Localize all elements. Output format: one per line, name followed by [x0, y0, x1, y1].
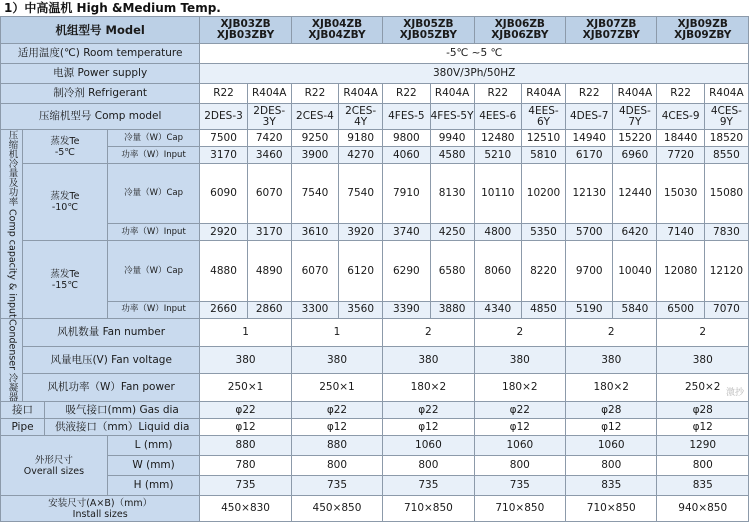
- refrigerant-cell: R404A: [521, 84, 565, 104]
- evap-5-input-row: [1, 147, 749, 164]
- refrigerant-cell: R404A: [613, 84, 657, 104]
- size-h-cell: 735: [474, 476, 565, 496]
- cap-cell: 12120: [704, 241, 748, 301]
- cap-cell: 9700: [566, 241, 613, 301]
- cap-cell: 14940: [566, 130, 613, 147]
- input-cell: 4850: [521, 301, 565, 318]
- cap-cell: 9180: [339, 130, 383, 147]
- cap-cell: 4880: [200, 241, 247, 301]
- input-cell: 2860: [247, 301, 291, 318]
- comp-model-cell: 4DES-7: [566, 104, 613, 130]
- cap-cell: 6290: [383, 241, 430, 301]
- input-cell: 4060: [383, 147, 430, 164]
- cap-cell: 15030: [657, 164, 704, 224]
- input-cell: 3610: [291, 224, 338, 241]
- input-cell: 6420: [613, 224, 657, 241]
- size-h-cell: 735: [200, 476, 291, 496]
- cap-cell: 8220: [521, 241, 565, 301]
- fan-power-label: 风机功率（W）Fan power: [23, 374, 200, 402]
- input-cell: 7140: [657, 224, 704, 241]
- comp-model-cell: 2DES-3Y: [247, 104, 291, 130]
- cap-cell: 18440: [657, 130, 704, 147]
- fan-voltage-cell: 380: [566, 346, 657, 374]
- comp-model-cell: 4CES-9Y: [704, 104, 748, 130]
- install-sizes-row: [1, 496, 749, 522]
- cap-label: 冷量（W）Cap: [107, 241, 200, 301]
- gas-dia-cell: φ28: [657, 402, 749, 419]
- fan-number-cell: 2: [566, 318, 657, 346]
- comp-model-row: [1, 104, 749, 130]
- fan-number-cell: 1: [291, 318, 382, 346]
- refrigerant-cell: R404A: [704, 84, 748, 104]
- model-cell: XJB03ZB XJB03ZBY: [200, 17, 291, 44]
- input-label: 功率（W）Input: [107, 224, 200, 241]
- size-l-row: [1, 436, 749, 456]
- input-cell: 3900: [291, 147, 338, 164]
- cap-cell: 6120: [339, 241, 383, 301]
- liquid-dia-row: [1, 419, 749, 436]
- h-label: H (mm): [107, 476, 200, 496]
- input-label: 功率（W）Input: [107, 147, 200, 164]
- cap-cell: 8130: [430, 164, 474, 224]
- power-supply-row: [1, 64, 749, 84]
- cap-cell: 12440: [613, 164, 657, 224]
- size-l-cell: 1060: [474, 436, 565, 456]
- model-cell: XJB06ZB XJB06ZBY: [474, 17, 565, 44]
- size-w-cell: 800: [657, 456, 749, 476]
- pipe-label-cn: 接口: [1, 402, 45, 419]
- evap-15-cap-row: [1, 241, 749, 301]
- fan-power-cell: 250×1: [200, 374, 291, 402]
- cap-cell: 7540: [291, 164, 338, 224]
- evap-temp-label: 蒸发Te -5℃: [23, 130, 108, 164]
- comp-model-cell: 4FES-5: [383, 104, 430, 130]
- input-cell: 5190: [566, 301, 613, 318]
- liquid-dia-cell: φ12: [657, 419, 749, 436]
- liquid-dia-cell: φ12: [383, 419, 474, 436]
- fan-power-cell: 180×2: [566, 374, 657, 402]
- power-supply-value: 380V/3Ph/50HZ: [200, 64, 749, 84]
- evap-10-cap-row: [1, 164, 749, 224]
- model-label: 机组型号 Model: [1, 17, 200, 44]
- fan-voltage-cell: 380: [291, 346, 382, 374]
- fan-power-cell: 250×1: [291, 374, 382, 402]
- gas-dia-cell: φ22: [383, 402, 474, 419]
- w-label: W (mm): [107, 456, 200, 476]
- cap-cell: 12080: [657, 241, 704, 301]
- comp-model-cell: 4FES-5Y: [430, 104, 474, 130]
- comp-model-cell: 4DES-7Y: [613, 104, 657, 130]
- input-cell: 7720: [657, 147, 704, 164]
- fan-voltage-label: 风量电压(V) Fan voltage: [23, 346, 200, 374]
- input-cell: 5210: [474, 147, 521, 164]
- cap-cell: 15220: [613, 130, 657, 147]
- fan-voltage-cell: 380: [383, 346, 474, 374]
- evap-temp-label: 蒸发Te -15℃: [23, 241, 108, 318]
- cap-cell: 18520: [704, 130, 748, 147]
- fan-power-row: [1, 374, 749, 402]
- input-cell: 4250: [430, 224, 474, 241]
- install-size-cell: 710×850: [566, 496, 657, 522]
- gas-dia-cell: φ22: [291, 402, 382, 419]
- fan-voltage-cell: 380: [474, 346, 565, 374]
- size-l-cell: 880: [200, 436, 291, 456]
- cap-cell: 6070: [291, 241, 338, 301]
- install-size-cell: 710×850: [474, 496, 565, 522]
- comp-model-cell: 4EES-6Y: [521, 104, 565, 130]
- comp-model-cell: 2CES-4: [291, 104, 338, 130]
- input-cell: 5350: [521, 224, 565, 241]
- refrigerant-cell: R22: [200, 84, 247, 104]
- cap-cell: 9800: [383, 130, 430, 147]
- cap-cell: 7540: [339, 164, 383, 224]
- condenser-group-label: Condenser 冷凝器: [1, 318, 23, 402]
- cap-cell: 6070: [247, 164, 291, 224]
- install-size-cell: 710×850: [383, 496, 474, 522]
- refrigerant-cell: R22: [566, 84, 613, 104]
- fan-number-cell: 2: [383, 318, 474, 346]
- refrigerant-cell: R22: [291, 84, 338, 104]
- input-cell: 4340: [474, 301, 521, 318]
- gas-dia-cell: φ28: [566, 402, 657, 419]
- comp-capacity-group-label: 压缩机冷量及功率 Comp capacity & input: [1, 130, 23, 319]
- model-cell: XJB04ZB XJB04ZBY: [291, 17, 382, 44]
- fan-number-label: 风机数量 Fan number: [23, 318, 200, 346]
- liquid-dia-cell: φ12: [200, 419, 291, 436]
- fan-power-cell: 180×2: [474, 374, 565, 402]
- fan-power-cell: 250×2: [657, 374, 749, 402]
- input-cell: 5810: [521, 147, 565, 164]
- spec-table: [0, 16, 749, 522]
- input-cell: 7070: [704, 301, 748, 318]
- input-label: 功率（W）Input: [107, 301, 200, 318]
- input-cell: 5840: [613, 301, 657, 318]
- size-h-cell: 835: [657, 476, 749, 496]
- overall-sizes-label: 外形尺寸 Overall sizes: [1, 436, 108, 496]
- cap-cell: 10110: [474, 164, 521, 224]
- input-cell: 3920: [339, 224, 383, 241]
- size-l-cell: 1290: [657, 436, 749, 456]
- size-w-cell: 800: [474, 456, 565, 476]
- size-h-row: [1, 476, 749, 496]
- fan-number-row: [1, 318, 749, 346]
- cap-cell: 15080: [704, 164, 748, 224]
- input-cell: 6960: [613, 147, 657, 164]
- model-cell: XJB07ZB XJB07ZBY: [566, 17, 657, 44]
- l-label: L (mm): [107, 436, 200, 456]
- size-l-cell: 1060: [566, 436, 657, 456]
- size-l-cell: 880: [291, 436, 382, 456]
- fan-number-cell: 2: [657, 318, 749, 346]
- liquid-dia-label: 供液接口（mm）Liquid dia: [45, 419, 200, 436]
- cap-cell: 10200: [521, 164, 565, 224]
- comp-model-cell: 4EES-6: [474, 104, 521, 130]
- input-cell: 3300: [291, 301, 338, 318]
- cap-cell: 12510: [521, 130, 565, 147]
- comp-model-cell: 2DES-3: [200, 104, 247, 130]
- cap-cell: 9250: [291, 130, 338, 147]
- size-w-cell: 780: [200, 456, 291, 476]
- input-cell: 3880: [430, 301, 474, 318]
- install-size-cell: 450×830: [200, 496, 291, 522]
- room-temp-value: -5℃ ~5 ℃: [200, 44, 749, 64]
- refrigerant-cell: R22: [657, 84, 704, 104]
- cap-cell: 8060: [474, 241, 521, 301]
- input-cell: 4270: [339, 147, 383, 164]
- input-cell: 2660: [200, 301, 247, 318]
- cap-cell: 10040: [613, 241, 657, 301]
- input-cell: 6170: [566, 147, 613, 164]
- comp-model-cell: 4CES-9: [657, 104, 704, 130]
- size-w-cell: 800: [291, 456, 382, 476]
- size-w-cell: 800: [566, 456, 657, 476]
- size-w-row: [1, 456, 749, 476]
- size-h-cell: 735: [291, 476, 382, 496]
- refrigerant-cell: R22: [474, 84, 521, 104]
- input-cell: 6500: [657, 301, 704, 318]
- size-h-cell: 835: [566, 476, 657, 496]
- gas-dia-label: 吸气接口(mm) Gas dia: [45, 402, 200, 419]
- size-w-cell: 800: [383, 456, 474, 476]
- cap-cell: 7500: [200, 130, 247, 147]
- refrigerant-cell: R404A: [339, 84, 383, 104]
- cap-cell: 6090: [200, 164, 247, 224]
- evap-15-input-row: [1, 301, 749, 318]
- cap-cell: 12480: [474, 130, 521, 147]
- model-row: [1, 17, 749, 44]
- input-cell: 4800: [474, 224, 521, 241]
- input-cell: 2920: [200, 224, 247, 241]
- gas-dia-row: [1, 402, 749, 419]
- comp-model-label: 压缩机型号 Comp model: [1, 104, 200, 130]
- fan-power-cell: 180×2: [383, 374, 474, 402]
- room-temp-label: 适用温度(℃) Room temperature: [1, 44, 200, 64]
- watermark: 激抄: [725, 388, 744, 398]
- fan-voltage-cell: 380: [657, 346, 749, 374]
- room-temp-row: [1, 44, 749, 64]
- refrigerant-label: 制冷剂 Refrigerant: [1, 84, 200, 104]
- install-sizes-label: 安装尺寸(A×B)（mm） Install sizes: [1, 496, 200, 522]
- gas-dia-cell: φ22: [200, 402, 291, 419]
- input-cell: 3170: [200, 147, 247, 164]
- cap-cell: 12130: [566, 164, 613, 224]
- model-cell: XJB05ZB XJB05ZBY: [383, 17, 474, 44]
- cap-cell: 7910: [383, 164, 430, 224]
- input-cell: 7830: [704, 224, 748, 241]
- fan-voltage-cell: 380: [200, 346, 291, 374]
- cap-cell: 6580: [430, 241, 474, 301]
- input-cell: 3560: [339, 301, 383, 318]
- install-size-cell: 450×850: [291, 496, 382, 522]
- size-h-cell: 735: [383, 476, 474, 496]
- fan-number-cell: 2: [474, 318, 565, 346]
- page-title: 1）中高温机 High &Medium Temp.: [4, 1, 221, 15]
- fan-voltage-row: [1, 346, 749, 374]
- refrigerant-row: [1, 84, 749, 104]
- pipe-label-en: Pipe: [1, 419, 45, 436]
- cap-label: 冷量（W）Cap: [107, 130, 200, 147]
- evap-10-input-row: [1, 224, 749, 241]
- evap-5-cap-row: [1, 130, 749, 147]
- input-cell: 3170: [247, 224, 291, 241]
- input-cell: 4580: [430, 147, 474, 164]
- liquid-dia-cell: φ12: [566, 419, 657, 436]
- evap-temp-label: 蒸发Te -10℃: [23, 164, 108, 241]
- input-cell: 8550: [704, 147, 748, 164]
- gas-dia-cell: φ22: [474, 402, 565, 419]
- input-cell: 3740: [383, 224, 430, 241]
- cap-cell: 9940: [430, 130, 474, 147]
- input-cell: 5700: [566, 224, 613, 241]
- liquid-dia-cell: φ12: [474, 419, 565, 436]
- size-l-cell: 1060: [383, 436, 474, 456]
- liquid-dia-cell: φ12: [291, 419, 382, 436]
- fan-number-cell: 1: [200, 318, 291, 346]
- comp-model-cell: 2CES-4Y: [339, 104, 383, 130]
- refrigerant-cell: R404A: [247, 84, 291, 104]
- power-supply-label: 电源 Power supply: [1, 64, 200, 84]
- install-size-cell: 940×850: [657, 496, 749, 522]
- input-cell: 3460: [247, 147, 291, 164]
- refrigerant-cell: R404A: [430, 84, 474, 104]
- model-cell: XJB09ZB XJB09ZBY: [657, 17, 749, 44]
- cap-cell: 7420: [247, 130, 291, 147]
- cap-label: 冷量（W）Cap: [107, 164, 200, 224]
- refrigerant-cell: R22: [383, 84, 430, 104]
- cap-cell: 4890: [247, 241, 291, 301]
- input-cell: 3390: [383, 301, 430, 318]
